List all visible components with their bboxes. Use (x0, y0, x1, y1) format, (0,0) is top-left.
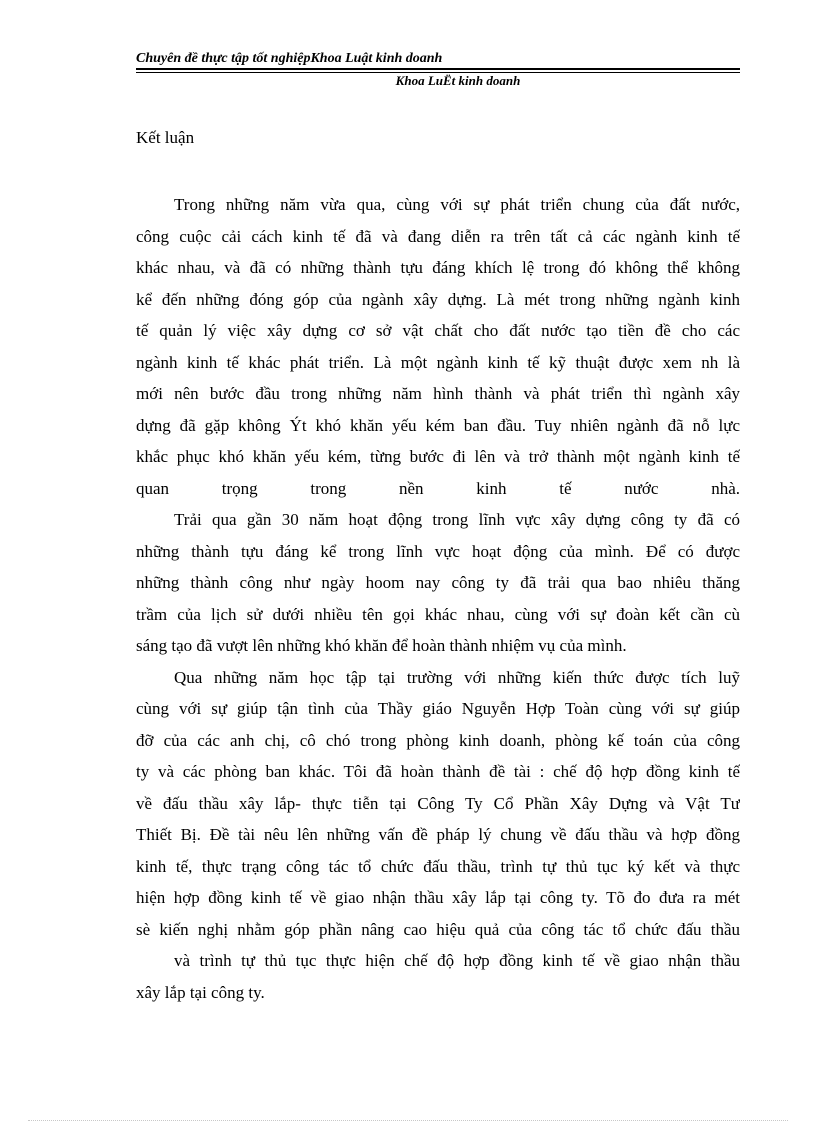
document-body (136, 189, 740, 1008)
text-line: mới nên bước đầu trong những năm hình thành và phát triển thì ngành xây (136, 384, 740, 403)
text-line: cùng với sự giúp tận tình của Thầy giáo Nguyễn Hợp Toàn cùng với sự giúp (136, 699, 740, 718)
text-line: xây lắp tại công ty. (136, 982, 265, 1002)
text-line: khác nhau, và đã có những thành tựu đáng khích lệ trong đó không thể không (136, 258, 740, 277)
text-line: về đấu thầu xây lắp- thực tiễn tại Công Ty Cổ Phần Xây Dựng và Vật Tư (136, 793, 740, 813)
header-subtitle: Khoa LuËt kinh doanh (395, 73, 521, 88)
text-line: tế quản lý việc xây dựng cơ sở vật chất cho đất nước tạo tiền đề cho các (136, 321, 740, 340)
running-header (136, 50, 740, 89)
text-line: Thiết Bị. Đề tài nêu lên những vấn đề pháp lý chung về đấu thầu và hợp đồng (136, 825, 740, 844)
header-rule-thick (136, 68, 740, 70)
header-title: Chuyên đề thực tập tốt nghiệpKhoa Luật kinh doanh (136, 51, 443, 66)
text-line: hiện hợp đồng kinh tế về giao nhận thầu xây lắp tại công ty. Tõ đo đưa ra mét (136, 888, 740, 907)
section-title: Kết luận (136, 128, 195, 147)
text-line: công cuộc cải cách kinh tế đã và đang diễn ra trên tất cả các ngành kinh tế (136, 226, 740, 246)
text-line: Trong những năm vừa qua, cùng với sự phát triển chung của đất nước, (174, 195, 740, 214)
text-line: những thành công như ngày hoom nay công ty đã trải qua bao nhiêu thăng (136, 573, 740, 592)
text-line: quan trọng trong nền kinh tế nước nhà. (136, 478, 740, 498)
text-line: dựng đã gặp không Ýt khó khăn yếu kém ban đầu. Tuy nhiên ngành đã nỗ lực (136, 415, 740, 435)
text-line: và trình tự thủ tục thực hiện chế độ hợp đồng kinh tế về giao nhận thầu (174, 951, 740, 970)
text-line: trầm của lịch sử dưới nhiều tên gọi khác nhau, cùng với sự đoàn kết cần cù (136, 604, 740, 624)
text-line: những thành tựu đáng kể trong lĩnh vực hoạt động của mình. Để có được (136, 541, 740, 561)
text-line: kể đến những đóng góp của ngành xây dựng. Là mét trong những ngành kinh (136, 289, 740, 309)
text-line: kinh tế, thực trạng công tác tổ chức đấu thầu, trình tự thủ tục ký kết và thực (136, 856, 740, 876)
text-line: khắc phục khó khăn yếu kém, từng bước đi lên và trở thành một ngành kinh tế (136, 447, 740, 466)
text-line: đỡ của các anh chị, cô chó trong phòng kinh doanh, phòng kế toán của công (136, 730, 740, 750)
text-line: ty và các phòng ban khác. Tôi đã hoàn thành đề tài : chế độ hợp đồng kinh tế (136, 762, 740, 781)
text-line: sè kiến nghị nhằm góp phần nâng cao hiệu quả của công tác tổ chức đấu thầu (136, 919, 740, 939)
text-line: Qua những năm học tập tại trường với những kiến thức được tích luỹ (174, 667, 740, 687)
page-bottom-border (28, 1120, 788, 1121)
text-line: sáng tạo đã vượt lên những khó khăn để hoàn thành nhiệm vụ của mình. (136, 636, 627, 655)
text-line: ngành kinh tế khác phát triển. Là một ngành kinh tế kỹ thuật được xem nh là (136, 352, 740, 372)
text-line: Trải qua gần 30 năm hoạt động trong lĩnh vực xây dựng công ty đã có (174, 510, 740, 529)
